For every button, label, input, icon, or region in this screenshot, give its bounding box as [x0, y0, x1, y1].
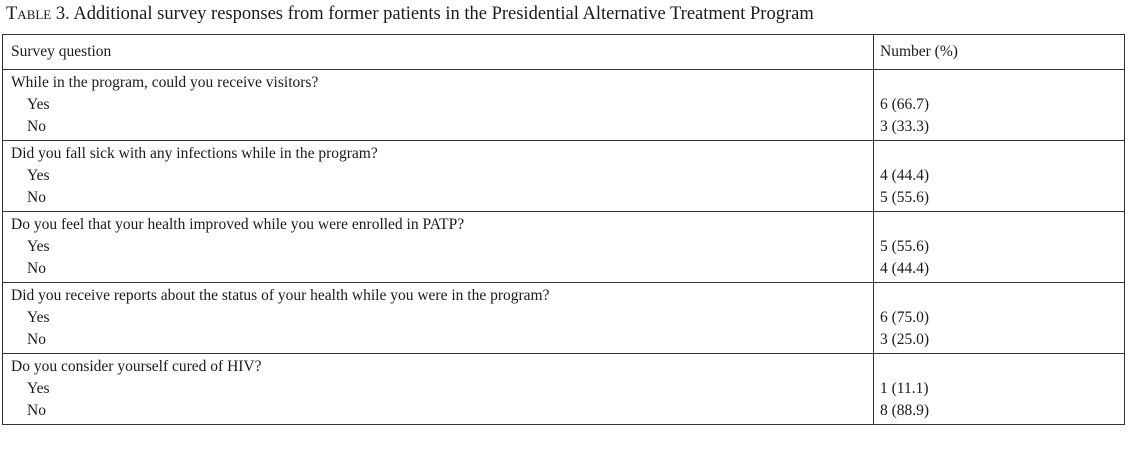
header-survey-question: Survey question — [3, 35, 874, 70]
question-text: While in the program, could you receive visitors? — [11, 74, 319, 91]
table-label: Table 3. — [6, 4, 70, 24]
answer-label: No — [27, 260, 46, 277]
answer-value: 4 (44.4) — [880, 167, 930, 184]
answer-value: 8 (88.9) — [880, 402, 930, 419]
answer-label: Yes — [27, 309, 50, 326]
answer-label: Yes — [27, 96, 50, 113]
answer-label: Yes — [27, 238, 50, 255]
question-text: Did you receive reports about the status of your health while you were in the program? — [11, 287, 550, 304]
answer-label: No — [27, 402, 46, 419]
answer-label: No — [27, 331, 46, 348]
answer-value: 3 (25.0) — [880, 331, 930, 348]
answer-value: 4 (44.4) — [880, 260, 930, 277]
answer-value: 6 (75.0) — [880, 309, 930, 326]
answer-value: 5 (55.6) — [880, 189, 930, 206]
answer-value: 3 (33.3) — [880, 118, 930, 135]
answer-label: Yes — [27, 167, 50, 184]
table-row — [3, 283, 1125, 354]
question-text: Did you fall sick with any infections while in the program? — [11, 145, 378, 162]
answer-value: 1 (11.1) — [880, 380, 929, 397]
survey-table — [2, 34, 1125, 425]
table-caption-text: Additional survey responses from former patients in the Presidential Alternative Treatment Program — [73, 4, 814, 24]
question-text: Do you consider yourself cured of HIV? — [11, 358, 262, 375]
answer-label: No — [27, 118, 46, 135]
table-row — [3, 354, 1125, 425]
answer-value: 5 (55.6) — [880, 238, 930, 255]
table-row — [3, 70, 1125, 141]
table-row — [3, 141, 1125, 212]
table-caption — [6, 3, 814, 25]
table-row — [3, 212, 1125, 283]
header-number-percent: Number (%) — [874, 35, 1125, 70]
question-text: Do you feel that your health improved while you were enrolled in PATP? — [11, 216, 465, 233]
answer-label: Yes — [27, 380, 50, 397]
answer-value: 6 (66.7) — [880, 96, 930, 113]
table-header-row — [3, 35, 1125, 70]
answer-label: No — [27, 189, 46, 206]
